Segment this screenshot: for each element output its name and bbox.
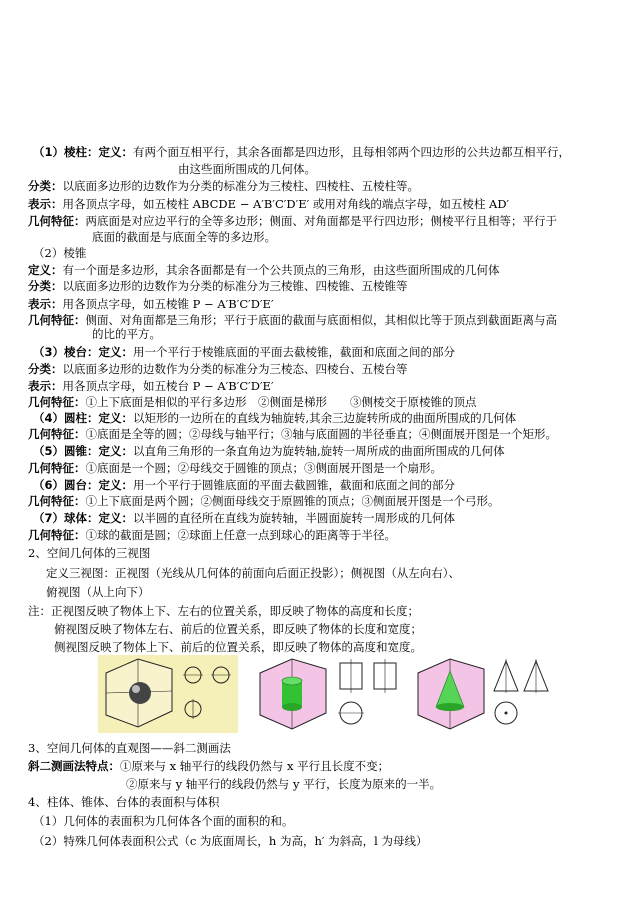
cylinder-feature: ①底面是全等的圆；②母线与轴平行；③轴与底面圆的半径垂直；④侧面展开图是一个矩形。: [85, 427, 557, 441]
pyramid-definition: 有一个面是多边形，其余各面都是有一个公共顶点的三角形，由这些面所围成的几何体: [62, 263, 500, 277]
prism-feature-line: [28, 213, 557, 229]
prism-feature-cont: 底面的截面是与底面全等的多边形。: [92, 230, 276, 244]
cone-definition: 以直角三角形的一条直角边为旋转轴,旋转一周所成的曲面所围成的几何体: [133, 444, 505, 458]
sphere-def-label: 定义：: [98, 511, 134, 525]
cylinder-definition: 以矩形的一边所在的直线为轴旋转,其余三边旋转所成的曲面所围成的几何体: [133, 411, 517, 425]
frustum-classification-line: [28, 361, 408, 377]
prism-feat-label: 几何特征：: [28, 214, 86, 228]
cylinder-def-label: 定义：: [98, 411, 134, 425]
pyramid-classification-line: [28, 278, 408, 294]
oblique-rule-1: ①原来与 x 轴平行的线段仍然与 x 平行且长度不变；: [120, 759, 390, 773]
cone-three-view-figure: [414, 655, 552, 733]
frustum-representation: 用各顶点字母，如五棱台 P − A′B′C′D′E′: [62, 379, 274, 393]
area-point-1: （1）几何体的表面积为几何体各个面的面积的和。: [33, 814, 294, 828]
sphere-highlight: [132, 685, 140, 693]
frustum-cone-title: （6）圆台：: [33, 478, 99, 492]
cylinder-title: （4）圆柱：: [33, 411, 99, 425]
cone-feat-label: 几何特征：: [28, 461, 86, 475]
views-heading: 2、空间几何体的三视图: [28, 546, 151, 560]
views-note-1: 注：正视图反映了物体上下、左右的位置关系，即反映了物体的高度和长度；: [28, 604, 419, 618]
pyramid-title: （2）棱锥: [33, 246, 87, 260]
frustum-cone-def-label: 定义：: [98, 478, 134, 492]
cylinder-three-view-figure: [256, 655, 408, 733]
prism-classification: 以底面多边形的边数作为分类的标准分为三棱柱、四棱柱、五棱柱等。: [62, 179, 419, 193]
frustum-classification: 以底面多边形的边数作为分类的标准分为三棱态、四棱台、五棱台等: [62, 362, 408, 376]
prism-definition-line: [33, 144, 570, 160]
cylinder-feat-label: 几何特征：: [28, 427, 86, 441]
pyramid-classification: 以底面多边形的边数作为分类的标准分为三棱锥、四棱锥、五棱锥等: [62, 279, 408, 293]
prism-definition: 有两个面互相平行，其余各面都是四边形，且每相邻两个四边形的公共边都互相平行，: [133, 145, 571, 159]
frustum-def-label: 定义：: [98, 345, 134, 359]
oblique-rule-1-line: [28, 758, 389, 774]
prism-rep-label: 表示：: [28, 197, 63, 211]
pyramid-feature: 侧面、对角面都是三角形；平行于底面的截面与底面相似，其相似比等于顶点到截面距离与高: [85, 313, 557, 327]
frustum-definition-line: [33, 344, 455, 360]
frustum-title: （3）棱台：: [33, 345, 99, 359]
cone-def-label: 定义：: [98, 444, 134, 458]
pyramid-representation-line: [28, 296, 274, 312]
frustum-representation-line: [28, 378, 274, 394]
sphere-feat-label: 几何特征：: [28, 528, 86, 542]
cone-title: （5）圆锥：: [33, 444, 99, 458]
sphere-title: （7）球体：: [33, 511, 99, 525]
frustum-feat-label: 几何特征：: [28, 395, 86, 409]
frustum-feature: ①上下底面是相似的平行多边形 ②侧面是梯形 ③侧棱交于原棱锥的顶点: [85, 395, 477, 409]
views-definition-cont: 俯视图（从上向下）: [46, 585, 150, 599]
cone-base: [436, 703, 464, 711]
cone-feature: ①底面是一个圆；②母线交于圆锥的顶点；③侧面展开图是一个扇形。: [85, 461, 442, 475]
views-note-3: 侧视图反映了物体上下、前后的位置关系，即反映了物体的高度和宽度。: [54, 640, 422, 654]
sphere-solid: [129, 682, 151, 704]
cylinder-top: [282, 677, 302, 685]
frustum-feature-line: [28, 394, 477, 410]
frustum-cone-definition-line: [33, 477, 455, 493]
sphere-feature-line: [28, 527, 396, 543]
sphere-definition-line: [33, 510, 455, 526]
pyramid-rep-label: 表示：: [28, 297, 63, 311]
frustum-cone-feature-line: [28, 493, 500, 509]
pyramid-def-label: 定义：: [28, 263, 63, 277]
pyramid-representation: 用各顶点字母，如五棱锥 P − A′B′C′D′E′: [62, 297, 274, 311]
sphere-three-view-figure: [98, 655, 238, 733]
pyramid-definition-line: [28, 262, 500, 278]
pyramid-feat-label: 几何特征：: [28, 313, 86, 327]
cylinder-definition-line: [33, 410, 516, 426]
frustum-cone-definition: 用一个平行于圆锥底面的平面去截圆锥，截面和底面之间的部分: [133, 478, 456, 492]
oblique-heading: 3、空间几何体的直观图——斜二测画法: [28, 741, 231, 755]
frustum-cone-feat-label: 几何特征：: [28, 494, 86, 508]
sphere-feature: ①球的截面是圆；②球面上任意一点到球心的距离等于半径。: [85, 528, 396, 542]
cylinder-feature-line: [28, 426, 557, 442]
sphere-definition: 以半圆的直径所在直线为旋转轴，半圆面旋转一周形成的几何体: [133, 511, 456, 525]
area-heading: 4、柱体、锥体、台体的表面积与体积: [28, 795, 220, 809]
cone-apex-dot: [505, 712, 508, 715]
area-point-2: （2）特殊几何体表面积公式（c 为底面周长，h 为高，h′ 为斜高，l 为母线）: [33, 834, 428, 848]
views-definition: 定义三视图：正视图（光线从几何体的前面向后面正投影）；侧视图（从左向右）、: [46, 566, 460, 580]
prism-feature: 两底面是对应边平行的全等多边形；侧面、对角面都是平行四边形；侧棱平行且相等；平行于: [85, 214, 557, 228]
prism-def-label: 定义：: [98, 145, 134, 159]
prism-representation-line: [28, 196, 509, 212]
views-note-2: 俯视图反映了物体左右、前后的位置关系，即反映了物体的长度和宽度；: [54, 622, 422, 636]
frustum-rep-label: 表示：: [28, 379, 63, 393]
prism-definition-cont: 由这些面所围成的几何体。: [178, 162, 316, 176]
pyramid-cls-label: 分类：: [28, 279, 63, 293]
prism-cls-label: 分类：: [28, 179, 63, 193]
oblique-label: 斜二测画法特点：: [28, 759, 120, 773]
cylinder-bottom: [282, 703, 302, 711]
frustum-definition: 用一个平行于棱锥底面的平面去截棱锥，截面和底面之间的部分: [133, 345, 456, 359]
frustum-cone-feature: ①上下底面是两个圆；②侧面母线交于原圆锥的顶点；③侧面展开图是一个弓形。: [85, 494, 500, 508]
pyramid-feature-cont: 的比的平方。: [92, 327, 161, 341]
frustum-cls-label: 分类：: [28, 362, 63, 376]
oblique-rule-2: ②原来与 y 轴平行的线段仍然与 y 平行，长度为原来的一半。: [126, 777, 442, 791]
prism-classification-line: [28, 178, 419, 194]
prism-representation: 用各顶点字母，如五棱柱 ABCDE − A′B′C′D′E′ 或用对角线的端点字母，如五棱柱 AD′: [62, 197, 510, 211]
cone-feature-line: [28, 460, 442, 476]
prism-title: （1）棱柱：: [33, 145, 99, 159]
cone-definition-line: [33, 443, 505, 459]
